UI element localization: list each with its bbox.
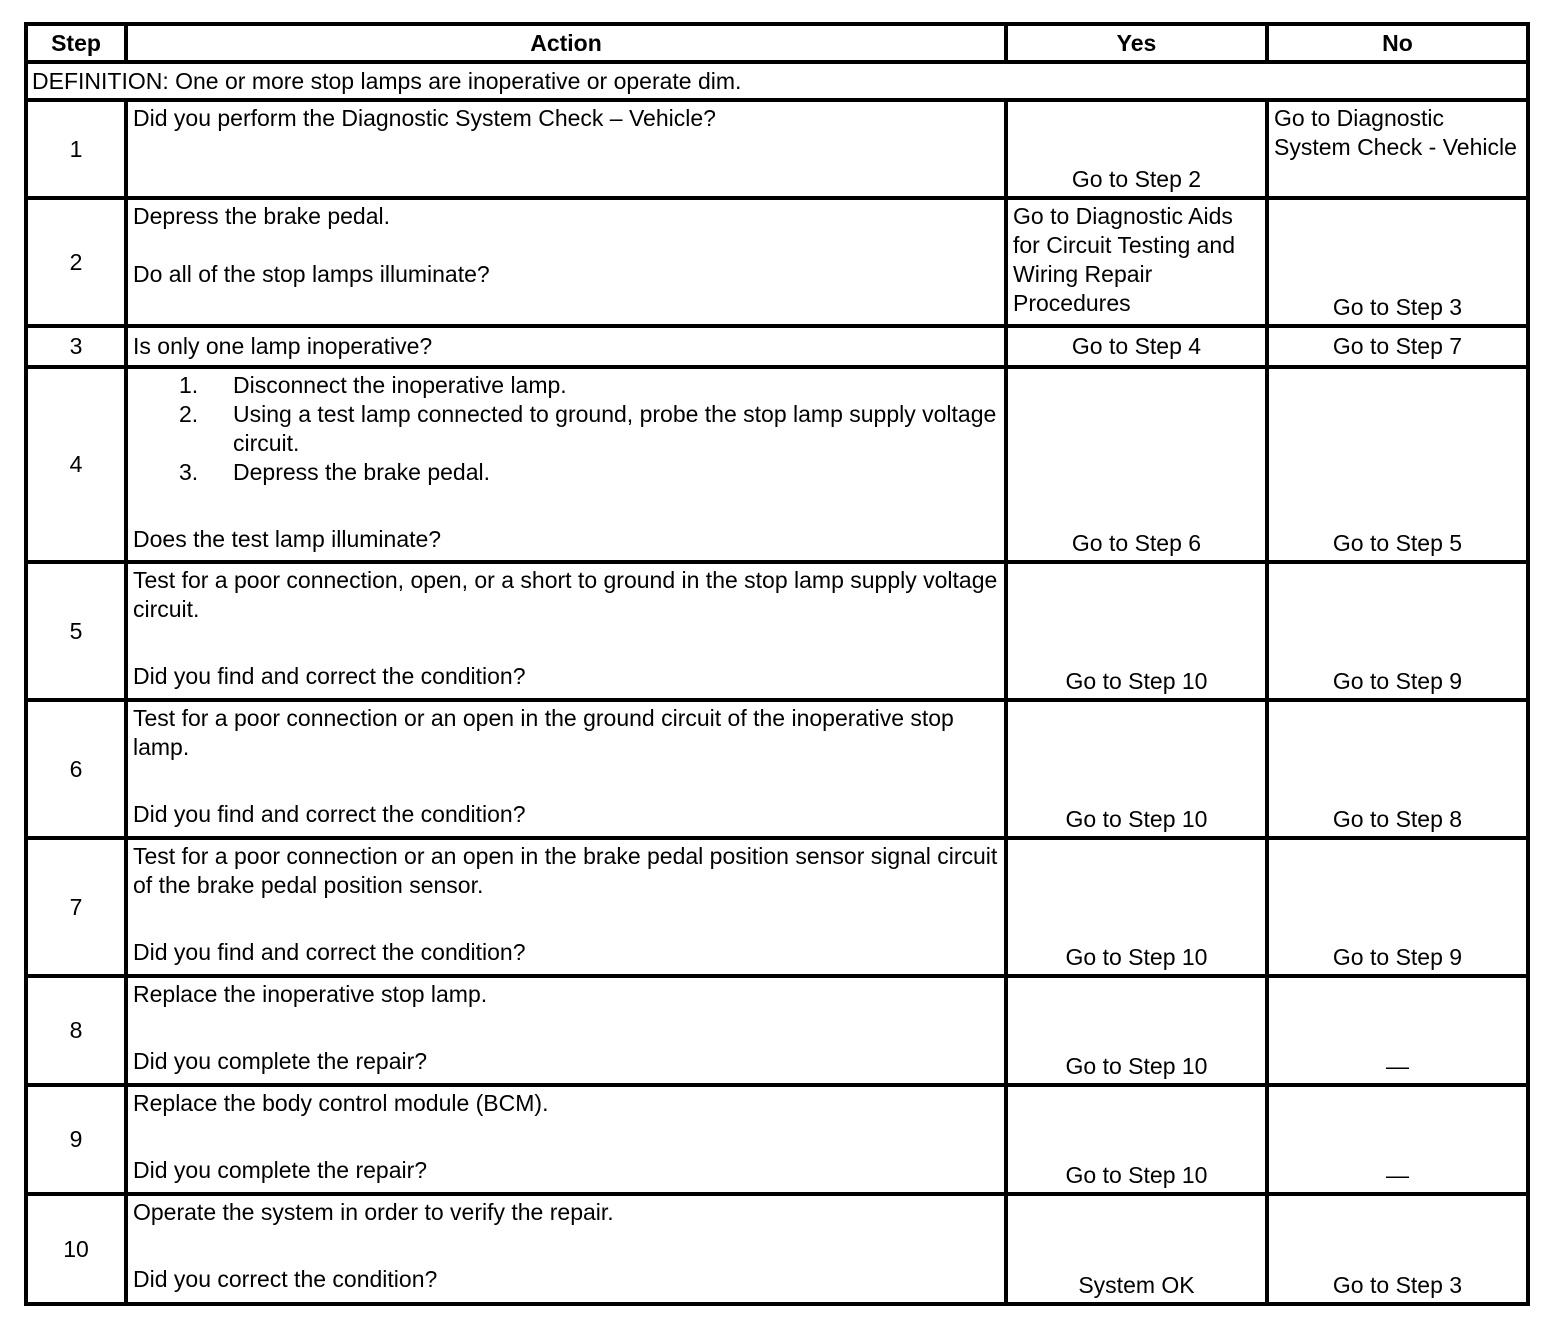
no-cell: Go to Step 8: [1267, 700, 1528, 838]
yes-cell: Go to Step 10: [1006, 976, 1267, 1085]
action-text: Is only one lamp inoperative?: [133, 333, 433, 359]
yes-cell: Go to Step 4: [1006, 326, 1267, 367]
list-item: [133, 458, 999, 487]
action-text: Depress the brake pedal.: [133, 203, 390, 229]
no-cell: Go to Diagnostic System Check - Vehicle: [1267, 100, 1528, 198]
substep-list: [133, 371, 999, 487]
action-cell: [126, 100, 1006, 198]
yes-cell: Go to Step 6: [1006, 367, 1267, 562]
substep-number: 1.: [179, 372, 199, 398]
action-cell: [126, 1085, 1006, 1194]
no-cell: Go to Step 3: [1267, 1194, 1528, 1304]
step-number: 4: [26, 367, 126, 562]
substep-number: 2.: [179, 401, 199, 427]
table-row: [26, 1085, 1528, 1194]
table-row: [26, 367, 1528, 562]
table-row: [26, 198, 1528, 326]
substep-text: Using a test lamp connected to ground, probe the stop lamp supply voltage circuit.: [233, 401, 997, 456]
no-cell: Go to Step 5: [1267, 367, 1528, 562]
action-text: Test for a poor connection, open, or a short to ground in the stop lamp supply voltage circuit.: [133, 567, 998, 622]
action-text: Operate the system in order to verify the repair.: [133, 1199, 614, 1225]
table-row: [26, 562, 1528, 700]
list-item: [133, 371, 999, 400]
substep-number: 3.: [179, 459, 199, 485]
table-row: [26, 326, 1528, 367]
action-cell: [126, 367, 1006, 562]
no-cell: Go to Step 9: [1267, 562, 1528, 700]
table-row: [26, 100, 1528, 198]
no-cell: Go to Step 9: [1267, 838, 1528, 976]
question-text: Did you find and correct the condition?: [133, 801, 526, 827]
step-number: 10: [26, 1194, 126, 1304]
question-text: Did you find and correct the condition?: [133, 663, 526, 689]
action-cell: [126, 198, 1006, 326]
substep-text: Disconnect the inoperative lamp.: [233, 372, 567, 398]
step-number: 5: [26, 562, 126, 700]
yes-cell: Go to Step 2: [1006, 100, 1267, 198]
list-item: [133, 400, 999, 458]
action-text: Replace the inoperative stop lamp.: [133, 981, 488, 1007]
definition-text: DEFINITION: One or more stop lamps are inoperative or operate dim.: [26, 62, 1528, 100]
action-cell: [126, 562, 1006, 700]
header-row: [26, 24, 1528, 62]
action-cell: [126, 838, 1006, 976]
action-text: Test for a poor connection or an open in the brake pedal position sensor signal circuit of the brake pedal position sensor.: [133, 843, 998, 898]
yes-cell: Go to Step 10: [1006, 700, 1267, 838]
action-text: Test for a poor connection or an open in the ground circuit of the inoperative stop lamp.: [133, 705, 954, 760]
header-yes: Yes: [1006, 24, 1267, 62]
header-step: Step: [26, 24, 126, 62]
step-number: 3: [26, 326, 126, 367]
no-cell: —: [1267, 976, 1528, 1085]
header-action: Action: [126, 24, 1006, 62]
diagnostic-table: [24, 22, 1530, 1306]
action-cell: [126, 700, 1006, 838]
step-number: 9: [26, 1085, 126, 1194]
definition-row: [26, 62, 1528, 100]
step-number: 6: [26, 700, 126, 838]
no-cell: Go to Step 7: [1267, 326, 1528, 367]
action-text: Replace the body control module (BCM).: [133, 1090, 549, 1116]
yes-cell: Go to Step 10: [1006, 838, 1267, 976]
question-text: Does the test lamp illuminate?: [133, 526, 442, 552]
yes-cell: Go to Step 10: [1006, 562, 1267, 700]
question-text: Did you correct the condition?: [133, 1266, 438, 1292]
yes-cell: System OK: [1006, 1194, 1267, 1304]
header-no: No: [1267, 24, 1528, 62]
no-cell: —: [1267, 1085, 1528, 1194]
question-text: Did you complete the repair?: [133, 1048, 428, 1074]
yes-cell: Go to Step 10: [1006, 1085, 1267, 1194]
question-text: Did you complete the repair?: [133, 1157, 428, 1183]
table-row: [26, 838, 1528, 976]
yes-cell: Go to Diagnostic Aids for Circuit Testing and Wiring Repair Procedures: [1006, 198, 1267, 326]
action-cell: [126, 1194, 1006, 1304]
question-text: Do all of the stop lamps illuminate?: [133, 261, 490, 287]
action-text: Did you perform the Diagnostic System Check – Vehicle?: [133, 105, 716, 131]
step-number: 1: [26, 100, 126, 198]
action-cell: [126, 976, 1006, 1085]
table-row: [26, 1194, 1528, 1304]
table-row: [26, 700, 1528, 838]
table-row: [26, 976, 1528, 1085]
action-cell: [126, 326, 1006, 367]
step-number: 7: [26, 838, 126, 976]
substep-text: Depress the brake pedal.: [233, 459, 490, 485]
no-cell: Go to Step 3: [1267, 198, 1528, 326]
question-text: Did you find and correct the condition?: [133, 939, 526, 965]
step-number: 8: [26, 976, 126, 1085]
step-number: 2: [26, 198, 126, 326]
